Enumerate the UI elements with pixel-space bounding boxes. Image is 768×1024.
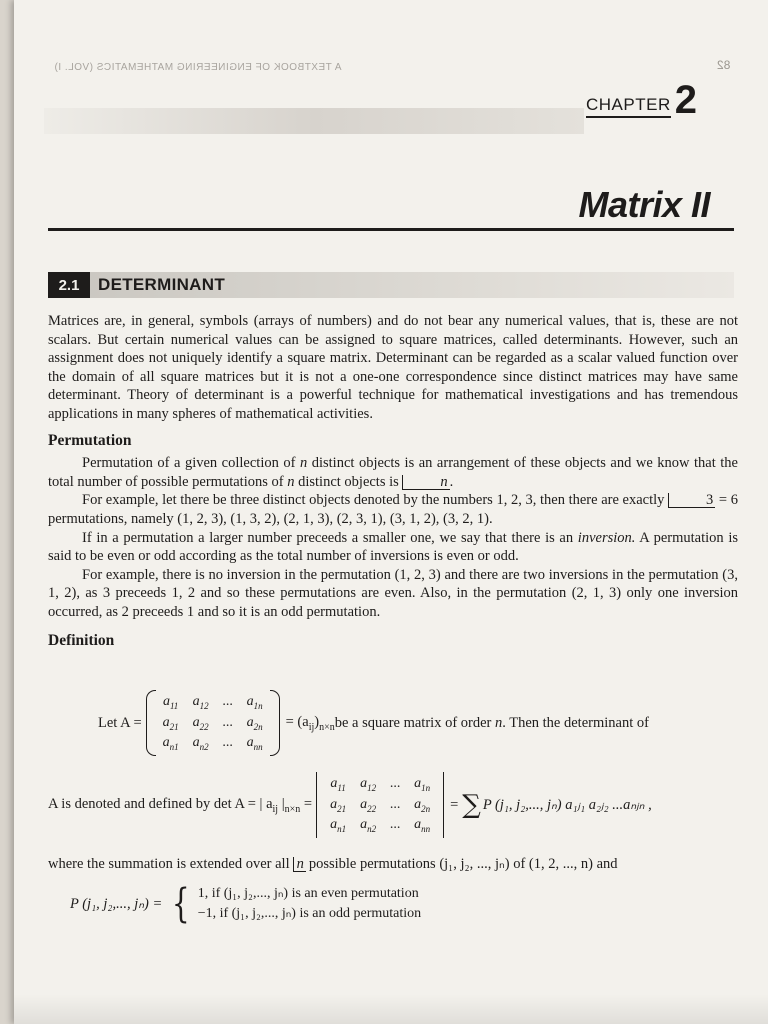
matrix-entry: $a_{22}$ bbox=[192, 714, 209, 732]
brace-symbol: { bbox=[172, 881, 190, 927]
chapter-word: CHAPTER bbox=[586, 95, 671, 118]
matrix-a bbox=[146, 690, 280, 756]
matrix-entry: $a_{2n}$ bbox=[246, 714, 263, 732]
matrix-entry: $a_{11}$ bbox=[162, 693, 179, 711]
permutation-paragraph-4: For example, there is no inversion in the permutation (1, 2, 3) and there are two inversions in the permutation (3, 1, 2), as 3 preceeds 1, 2 and so these permutations are even. Also, in the permutation (2, 1, 3) only one inversion occurred, as 2 preceeds 1 and so it is an odd permutation. bbox=[48, 566, 738, 620]
summation-note: where the summation is extended over all n possible permutations (j₁, j₂, ..., jₙ) of (1, 2, ..., n) and bbox=[48, 856, 618, 872]
determinant-entries bbox=[323, 776, 437, 834]
matrix-entry: $a_{22}$ bbox=[360, 796, 377, 814]
matrix-entry: $a_{21}$ bbox=[162, 714, 179, 732]
intro-paragraph: Matrices are, in general, symbols (arrays of numbers) and do not bear any numerical values, that is, these are not scalars. But certain numerical values can be assigned to square matrices, called determinants. However, such an assignment does not uniquely identify a square matrix. Determinant can be regarded as a scalar valued function over the domain of all square matrices but it is not a one-one correspondence since distinct matrices may have same determinant. Theory of determinant is a powerful technique for mathematical investigations and has tremendous applications in many spheres of mathematical activities. bbox=[48, 313, 738, 422]
sigma-symbol: ∑ bbox=[462, 790, 481, 820]
permutation-paragraph-1: Permutation of a given collection of n distinct objects is an arrangement of these objects and we know that the total number of possible permutations of n distinct objects is n . bbox=[48, 455, 738, 490]
matrix-entry: ... bbox=[389, 796, 401, 812]
matrix-entry: ... bbox=[389, 817, 401, 833]
permutation-heading: Permutation bbox=[48, 431, 132, 449]
matrix-entry: ... bbox=[222, 693, 233, 709]
cases-list bbox=[198, 884, 421, 924]
matrix-entry: $a_{2n}$ bbox=[414, 796, 431, 814]
definition-heading: Definition bbox=[48, 631, 115, 649]
sign-function-lhs: P (j₁, j₂,..., jₙ) = bbox=[70, 895, 163, 912]
matrix-entry: $a_{n1}$ bbox=[330, 817, 347, 835]
page-shadow bbox=[14, 994, 768, 1024]
matrix-entry: $a_{1n}$ bbox=[414, 775, 431, 793]
chapter-title: Matrix II bbox=[578, 184, 710, 225]
sum-equals: = bbox=[450, 796, 459, 813]
permutation-paragraph-3: If in a permutation a larger number preceeds a smaller one, we say that there is an inversion. A permutation is said to be even or odd according as the total number of inversions is even or odd. bbox=[48, 529, 739, 565]
let-a-label: Let A = bbox=[98, 714, 142, 731]
matrix-entry: $a_{12}$ bbox=[192, 693, 209, 711]
matrix-entry: $a_{n1}$ bbox=[162, 735, 179, 753]
determinant-definition-row bbox=[48, 772, 652, 838]
factorial-n: n bbox=[402, 475, 449, 490]
sign-function bbox=[70, 881, 422, 927]
chapter-label bbox=[586, 78, 697, 122]
section-title: DETERMINANT bbox=[98, 275, 226, 294]
chapter-number: 2 bbox=[674, 78, 697, 122]
matrix-entry: $a_{12}$ bbox=[360, 775, 377, 793]
matrix-entry: $a_{nn}$ bbox=[414, 817, 431, 835]
matrix-entry: ... bbox=[389, 775, 401, 791]
body-text bbox=[48, 312, 738, 654]
section-number: 2.1 bbox=[48, 272, 90, 298]
matrix-entry: $a_{1n}$ bbox=[246, 693, 263, 711]
bleed-through-page-number: 82 bbox=[716, 58, 730, 72]
matrix-entry: $a_{nn}$ bbox=[246, 735, 263, 753]
matrix-entry: $a_{n2}$ bbox=[192, 735, 209, 753]
title-rule bbox=[48, 228, 734, 231]
aij-notation: = $(a_{ij})_{n\times n}$ bbox=[285, 713, 335, 733]
section-heading bbox=[48, 272, 734, 298]
det-a-text: A is denoted and defined by det A = | $a_{ij}$ $|_{n\times n}$ = bbox=[48, 795, 313, 815]
case-odd: −1, if (j₁, j₂,..., jₙ) is an odd permutation bbox=[197, 906, 422, 921]
header-band bbox=[44, 108, 584, 134]
matrix-entry: $a_{21}$ bbox=[330, 796, 347, 814]
matrix-entry: $a_{11}$ bbox=[330, 775, 346, 793]
sum-term: P (j₁, j₂,..., jₙ) a₁ⱼ₁ a₂ⱼ₂ ...aₙⱼₙ , bbox=[482, 796, 652, 813]
determinant-bars bbox=[316, 772, 444, 838]
definition-continuation: be a square matrix of order n. Then the determinant of bbox=[334, 714, 649, 731]
matrix-a-entries bbox=[156, 694, 270, 752]
matrix-entry: $a_{n2}$ bbox=[360, 817, 377, 835]
matrix-entry: ... bbox=[222, 735, 233, 751]
textbook-page bbox=[14, 0, 768, 1024]
permutation-paragraph-2: For example, let there be three distinct objects denoted by the numbers 1, 2, 3, then there are exactly 3 = 6 permutations, namely (1, 2, 3), (1, 3, 2), (2, 1, 3), (2, 3, 1), (3, 1, 2), (3, 2, 1). bbox=[48, 492, 738, 527]
matrix-definition-row bbox=[98, 690, 649, 756]
factorial-n-2: n bbox=[293, 857, 306, 872]
matrix-entry: ... bbox=[222, 714, 233, 730]
cases-brace bbox=[162, 881, 422, 927]
case-even: 1, if (j₁, j₂,..., jₙ) is an even permutation bbox=[197, 886, 419, 901]
factorial-3: 3 bbox=[668, 493, 715, 508]
bleed-through-header: A TEXTBOOK OF ENGINEERING MATHEMATICS (VOL. I) bbox=[54, 62, 342, 73]
